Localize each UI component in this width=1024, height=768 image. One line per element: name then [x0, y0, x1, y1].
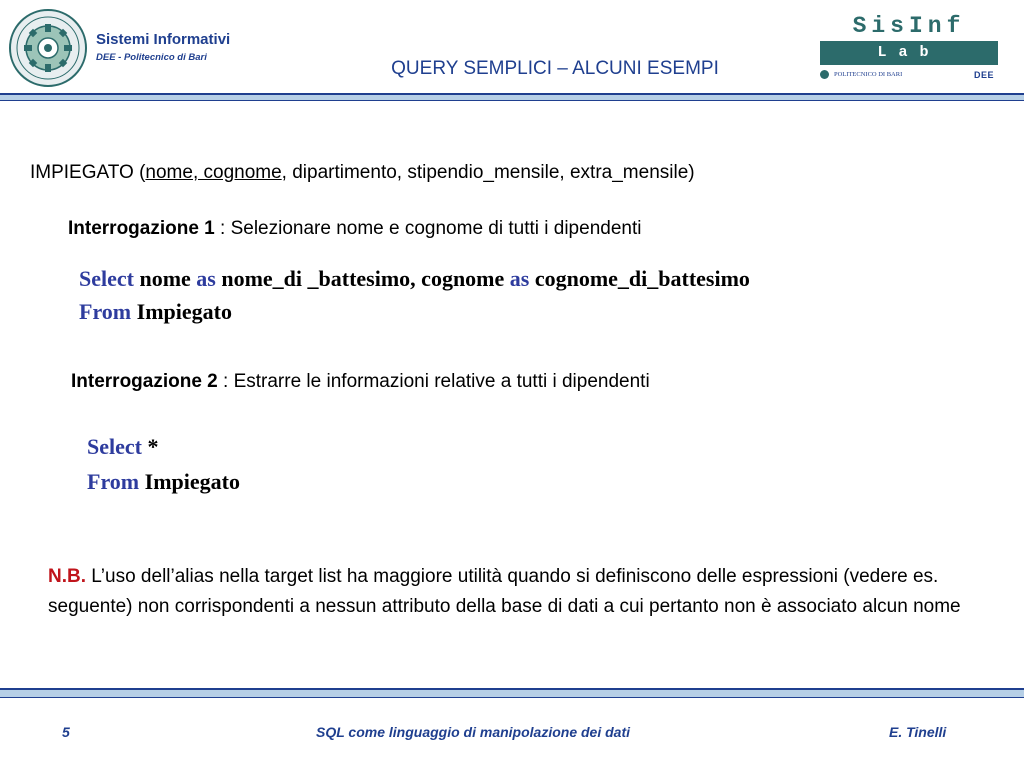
sisinf-lab-logo: [818, 12, 1000, 84]
schema-table: IMPIEGATO (: [30, 162, 146, 183]
header-divider: [0, 93, 1024, 101]
lab-logo-poli: POLITECNICO DI BARI: [834, 71, 903, 78]
from-keyword: From: [87, 469, 140, 494]
lab-logo-bottom: [818, 68, 1000, 82]
brand-subtitle: DEE - Politecnico di Bari: [96, 52, 207, 63]
note-paragraph: [48, 562, 998, 622]
lab-logo-top: SisInf: [852, 13, 966, 39]
as-keyword: as: [196, 266, 216, 291]
query2-table: Impiegato: [139, 469, 240, 494]
query1-from-line: [79, 299, 232, 325]
query1-table: Impiegato: [131, 299, 232, 324]
page-number: 5: [62, 724, 70, 740]
query1-heading: [68, 218, 641, 240]
as-keyword: as: [509, 266, 530, 291]
query2-from-line: [87, 469, 240, 495]
seal-icon: [8, 8, 88, 88]
schema-definition: [30, 162, 695, 184]
brand-title: Sistemi Informativi: [96, 31, 231, 48]
query2-select-line: [87, 434, 158, 460]
query1-column: nome: [133, 266, 197, 291]
footer-author: E. Tinelli: [889, 724, 947, 740]
lab-logo-bar: Lab: [820, 41, 998, 65]
footer-divider: [0, 688, 1024, 698]
lab-logo-dee: DEE: [973, 70, 994, 80]
note-label: N.B.: [48, 566, 86, 587]
select-keyword: Select: [79, 266, 134, 291]
note-text: L’uso dell’alias nella target list ha maggiore utilità quando si definiscono delle espressioni (vedere es. seguente) non corrispondenti a nessun attributo della base di dati a cui pertanto non è associato alcun nome: [48, 566, 961, 617]
poliba-mini-icon: [820, 70, 829, 79]
query1-alias1: nome_di _battesimo, cognome: [215, 266, 510, 291]
from-keyword: From: [79, 299, 132, 324]
query1-label: Interrogazione 1: [68, 218, 215, 239]
query2-heading: [71, 371, 650, 393]
query1-description: : Selezionare nome e cognome di tutti i dipendenti: [214, 218, 642, 239]
query1-alias2: cognome_di_battesimo: [529, 266, 750, 291]
footer-title: SQL come linguaggio di manipolazione dei dati: [316, 724, 630, 740]
query2-label: Interrogazione 2: [71, 371, 218, 392]
query1-select-line: [79, 266, 750, 292]
slide-title: QUERY SEMPLICI – ALCUNI ESEMPI: [391, 58, 719, 79]
schema-rest: , dipartimento, stipendio_mensile, extra_mensile): [281, 162, 695, 183]
poliba-seal-logo: [8, 8, 88, 88]
select-keyword: Select: [87, 434, 142, 459]
schema-keys: nome, cognome: [145, 162, 282, 183]
query2-description: : Estrarre le informazioni relative a tutti i dipendenti: [217, 371, 650, 392]
query2-star: *: [141, 434, 159, 459]
